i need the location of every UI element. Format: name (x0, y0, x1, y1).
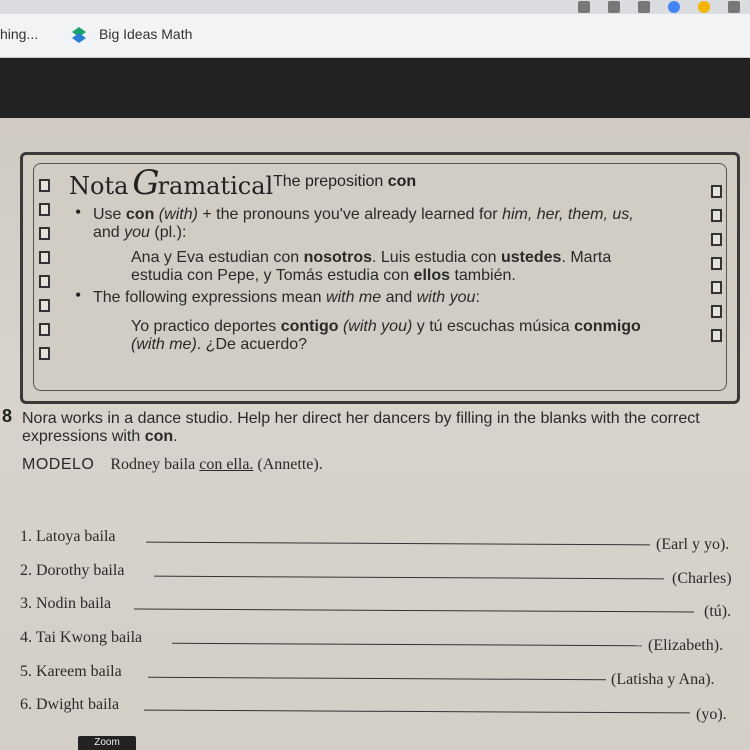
binder-tabs-left (39, 179, 51, 371)
bookmark-item-truncated[interactable]: hing... (0, 26, 39, 42)
answer-blank-2[interactable] (154, 576, 664, 580)
bullet-1-line-1: Use con (with) + the pronouns you've already learned for him, her, them, us, (93, 206, 634, 223)
bullet-1-line-2: and you (pl.): (93, 224, 187, 241)
exercise-item-4: 4. Tai Kwong baila (Elizabeth). (20, 629, 724, 654)
nota-title: Nota Gramatical (69, 163, 274, 203)
exercise-item-3: 3. Nodin baila (tú). (20, 595, 732, 620)
textbook-photo (0, 118, 750, 750)
answer-blank-6[interactable] (144, 710, 690, 714)
nota-gramatical-box (20, 152, 740, 404)
bookmarks-bar (0, 14, 750, 58)
example-2-line-1: Yo practico deportes contigo (with you) y tú escuchas música conmigo (131, 318, 641, 335)
exercise-item-2: 2. Dorothy baila (Charles) (20, 562, 732, 587)
nota-subtitle: The preposition con (273, 173, 417, 190)
answer-blank-5[interactable] (148, 677, 606, 681)
answer-blank-1[interactable] (146, 542, 650, 546)
modelo-example: MODELO Rodney baila con ella. (Annette). (22, 456, 323, 473)
exercise-number: 8 (2, 406, 13, 426)
example-2-line-2: (with me). ¿De acuerdo? (131, 336, 308, 353)
big-ideas-math-icon (72, 27, 86, 43)
example-1-line-2: estudia con Pepe, y Tomás estudia con ellos también. (131, 267, 516, 284)
zoom-button[interactable]: Zoom (78, 736, 136, 750)
bullet-2-line: The following expressions mean with me and with you: (93, 289, 480, 306)
menu-icon[interactable] (728, 1, 740, 13)
extension-z-icon[interactable] (698, 1, 710, 13)
bullet-2-marker: • (75, 285, 82, 305)
extension-icon-2[interactable] (638, 1, 650, 13)
browser-title-strip (0, 0, 750, 14)
exercise-item-1: 1. Latoya baila (Earl y yo). (20, 528, 730, 553)
star-icon[interactable] (578, 1, 590, 13)
exercise-item-6: 6. Dwight baila (yo). (20, 696, 727, 723)
exercise-instructions: Nora works in a dance studio. Help her direct her dancers by filling in the blanks with the correct expressions with con. (22, 410, 700, 445)
answer-blank-3[interactable] (134, 609, 694, 613)
example-1-line-1: Ana y Eva estudian con nosotros. Luis estudia con ustedes. Marta (131, 249, 612, 266)
browser-extension-icons (578, 0, 740, 14)
binder-tabs-right (711, 185, 723, 353)
bullet-1-marker: • (75, 202, 82, 222)
exercise-item-5: 5. Kareem baila (Latisha y Ana). (20, 663, 715, 688)
answer-blank-4[interactable] (172, 643, 642, 647)
page-header-band (0, 58, 750, 118)
bookmark-big-ideas-math[interactable]: Big Ideas Math (99, 26, 193, 42)
extension-icon[interactable] (608, 1, 620, 13)
google-icon[interactable] (668, 1, 680, 13)
